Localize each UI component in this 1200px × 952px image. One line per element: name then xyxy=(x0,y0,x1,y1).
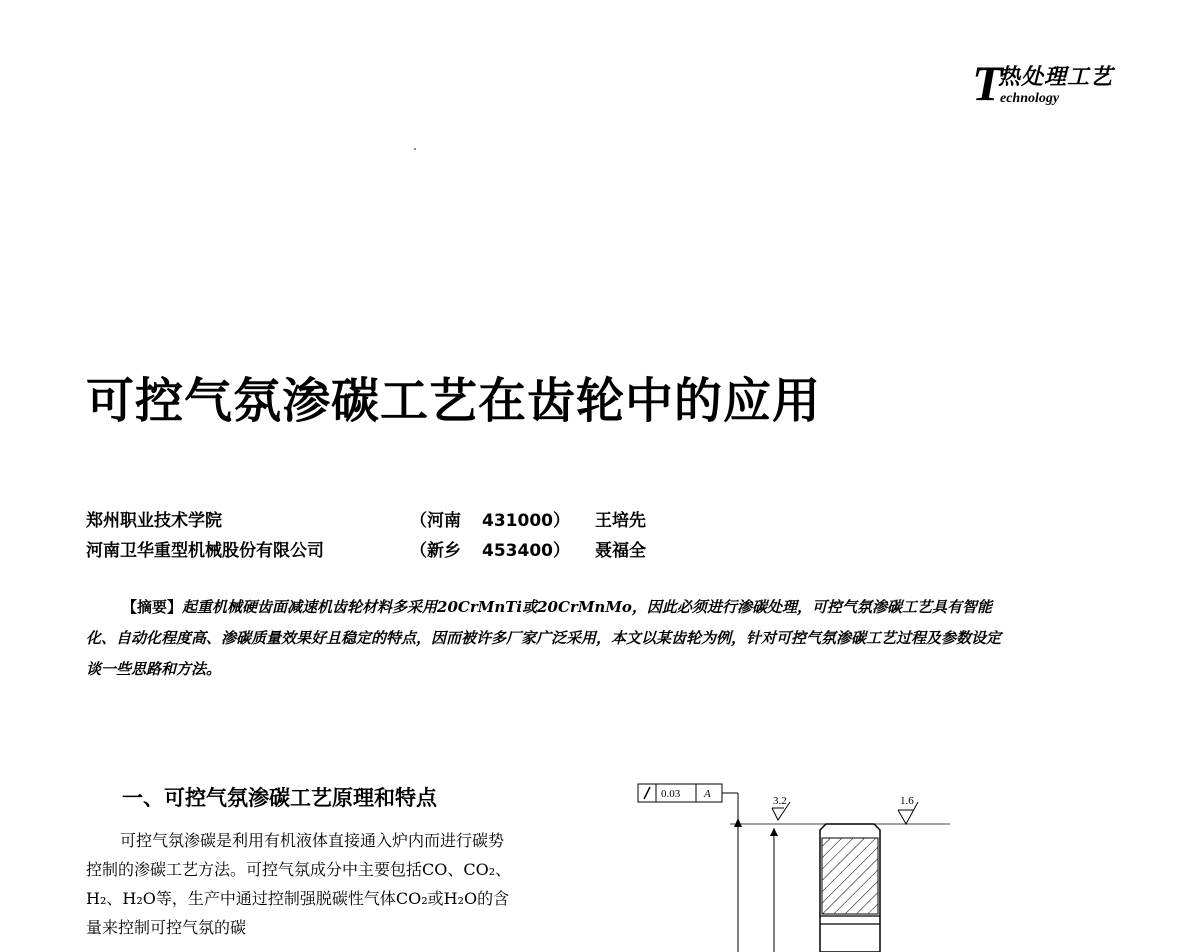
arrow-head-icon xyxy=(770,828,778,836)
section-paragraph: 可控气氛渗碳是利用有机液体直接通入炉内而进行碳势控制的渗碳工艺方法。可控气氛成分中主要包括CO、CO₂、H₂、H₂O等，生产中通过控制强脱碳性气体CO₂或H₂O的含量来控制可控气氛的碳 xyxy=(86,831,512,937)
gear-drawing xyxy=(630,778,1030,952)
brand-letter: T xyxy=(972,55,1003,111)
abstract-label: 【摘要】 xyxy=(122,598,183,616)
roughness-value: 3.2 xyxy=(773,795,787,807)
affiliation-zip: 453400） xyxy=(482,541,570,561)
abstract xyxy=(86,592,1006,685)
tolerance-frame xyxy=(638,784,738,818)
roughness-value: 1.6 xyxy=(900,795,914,807)
article-title: 可控气氛渗碳工艺在齿轮中的应用 xyxy=(86,373,822,429)
journal-brand xyxy=(972,55,1172,118)
tolerance-value: 0.03 xyxy=(661,788,681,800)
brand-chinese-title: 热处理工艺 xyxy=(998,64,1114,90)
section-heading: 一、可控气氛渗碳工艺原理和特点 xyxy=(122,786,437,810)
roughness-symbol-icon xyxy=(898,795,918,824)
abstract-text: 起重机械硬齿面减速机齿轮材料多采用20CrMnTi或20CrMnMo，因此必须进行渗碳处理，可控气氛渗碳工艺具有智能化、自动化程度高、渗碳质量效果好且稳定的特点，因而被许多厂家广泛采用，本文以某齿轮为例，针对可控气氛渗碳工艺过程及参数设定谈一些思路和方法。 xyxy=(86,598,1002,678)
gear-section xyxy=(820,824,880,952)
affiliation-author: 聂福全 xyxy=(595,541,646,561)
affiliation-city: （新乡 xyxy=(410,541,461,561)
affiliation-org: 河南卫华重型机械股份有限公司 xyxy=(86,541,324,561)
tolerance-datum: A xyxy=(704,788,711,800)
runout-symbol-icon xyxy=(644,787,650,799)
roughness-symbol-icon xyxy=(772,795,790,820)
brand-english-suffix: echnology xyxy=(1000,91,1060,106)
affiliation-org: 郑州职业技术学院 xyxy=(86,511,222,531)
affiliation-zip: 431000） xyxy=(482,511,570,531)
scan-speck xyxy=(414,148,416,150)
gear-drawing-svg xyxy=(630,778,1030,952)
affiliation-city: （河南 xyxy=(410,511,461,531)
arrow-head-icon xyxy=(734,818,742,827)
affiliation-author: 王培先 xyxy=(595,511,646,531)
